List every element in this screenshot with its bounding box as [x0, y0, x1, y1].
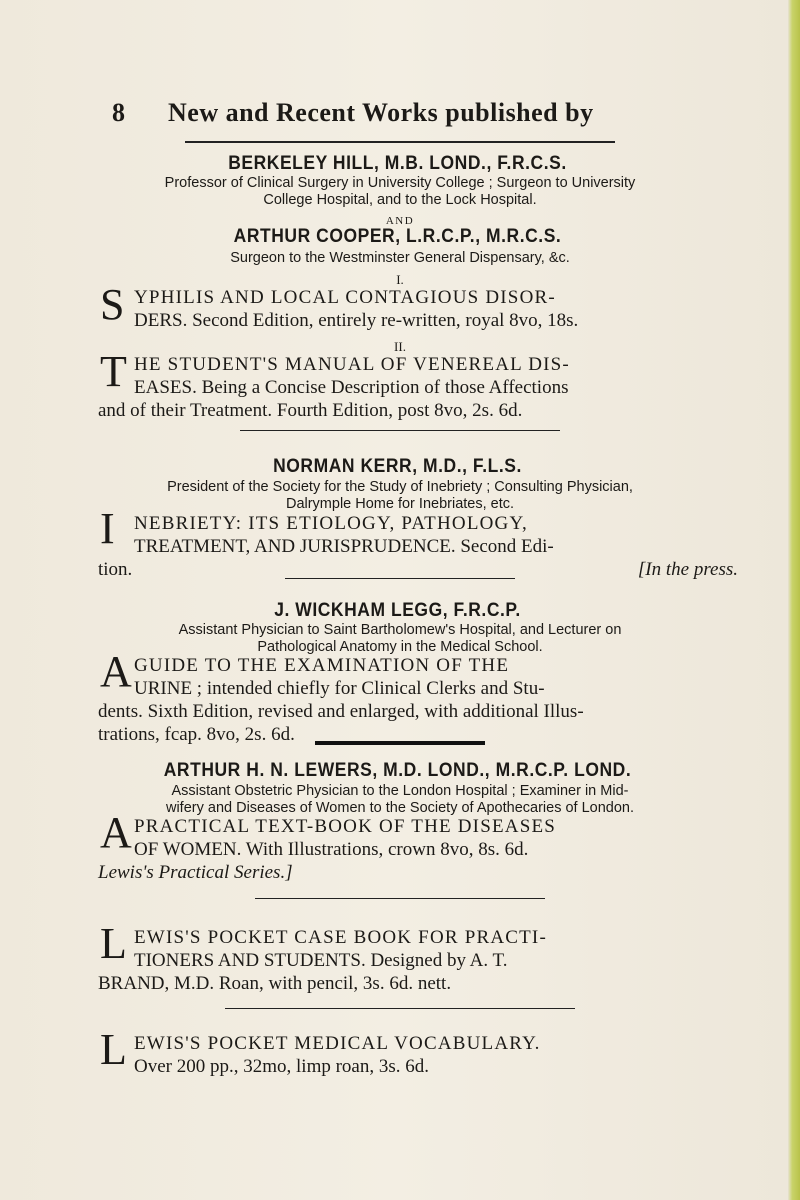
author-description: Assistant Physician to Saint Bartholomew's Hospital, and Lecturer on Pathological Anatomy in the Medical School. — [178, 622, 622, 655]
section-rule — [225, 1008, 575, 1009]
section-rule — [240, 430, 560, 431]
book-entry: EWIS'S POCKET MEDICAL VOCABULARY. Over 200 pp., 32mo, limp roan, 3s. 6d. — [134, 1033, 541, 1077]
author-name: NORMAN KERR, M.D., F.L.S. — [273, 456, 522, 477]
section-rule — [315, 741, 485, 745]
book-entry: NEBRIETY: ITS ETIOLOGY, PATHOLOGY, TREATMENT, AND JURISPRUDENCE. Second Edi- tion. [In the press. — [98, 513, 738, 580]
drop-cap: L — [100, 919, 127, 968]
drop-cap: I — [100, 504, 115, 553]
page-edge — [788, 0, 800, 1200]
header-rule — [185, 141, 615, 143]
book-entry: EWIS'S POCKET CASE BOOK FOR PRACTI- TIONERS AND STUDENTS. Designed by A. T. BRAND, M.D. Roan, with pencil, 3s. 6d. nett. — [98, 927, 547, 994]
co-author-name: ARTHUR COOPER, L.R.C.P., M.R.C.S. — [233, 226, 562, 247]
series-note: Lewis's Practical Series.] — [98, 862, 293, 883]
author-description: Assistant Obstetric Physician to the London Hospital ; Examiner in Mid- wifery and Diseases of Women to the Society of Apothecaries of London. — [165, 783, 635, 816]
section-rule — [255, 898, 545, 899]
author-name: J. WICKHAM LEGG, F.R.C.P. — [274, 600, 521, 621]
section-rule — [285, 578, 515, 579]
author-description: President of the Society for the Study of Inebriety ; Consulting Physician, Dalrymple Home for Inebriates, etc. — [167, 479, 633, 512]
drop-cap: L — [100, 1025, 127, 1074]
book-entry: GUIDE TO THE EXAMINATION OF THE URINE ; intended chiefly for Clinical Clerks and Stu- dents. Sixth Edition, revised and enlarged, with additional Illus- trations, fcap. 8vo, 2s. 6d. — [98, 655, 584, 745]
book-entry: YPHILIS AND LOCAL CONTAGIOUS DISOR- DERS. Second Edition, entirely re-written, royal 8vo, 18s. — [134, 287, 579, 331]
work-number: I. — [396, 272, 404, 287]
conjunction: AND — [385, 215, 415, 227]
publication-note: [In the press. — [637, 559, 738, 580]
author-name: BERKELEY HILL, M.B. LOND., F.R.C.S. — [228, 153, 567, 174]
author-description: Professor of Clinical Surgery in University College ; Surgeon to University College Hospital, and to the Lock Hospital. — [164, 175, 636, 208]
drop-cap: S — [100, 280, 125, 329]
page-number: 8 — [112, 98, 126, 127]
author-name: ARTHUR H. N. LEWERS, M.D. LOND., M.R.C.P. LOND. — [163, 760, 632, 781]
drop-cap: A — [100, 647, 132, 696]
co-author-description: Surgeon to the Westminster General Dispensary, &c. — [230, 250, 570, 266]
running-header — [112, 98, 712, 134]
book-entry: HE STUDENT'S MANUAL OF VENEREAL DIS- EASES. Being a Concise Description of those Affections and of their Treatment. Fourth Edition, post 8vo, 2s. 6d. — [98, 354, 570, 421]
book-entry: PRACTICAL TEXT-BOOK OF THE DISEASES OF WOMEN. With Illustrations, crown 8vo, 8s. 6d. Lewis's Practical Series.] — [98, 815, 738, 884]
work-number: II. — [394, 339, 406, 354]
drop-cap: T — [100, 347, 127, 396]
running-title: New and Recent Works published by — [168, 98, 594, 127]
drop-cap: A — [100, 808, 132, 857]
